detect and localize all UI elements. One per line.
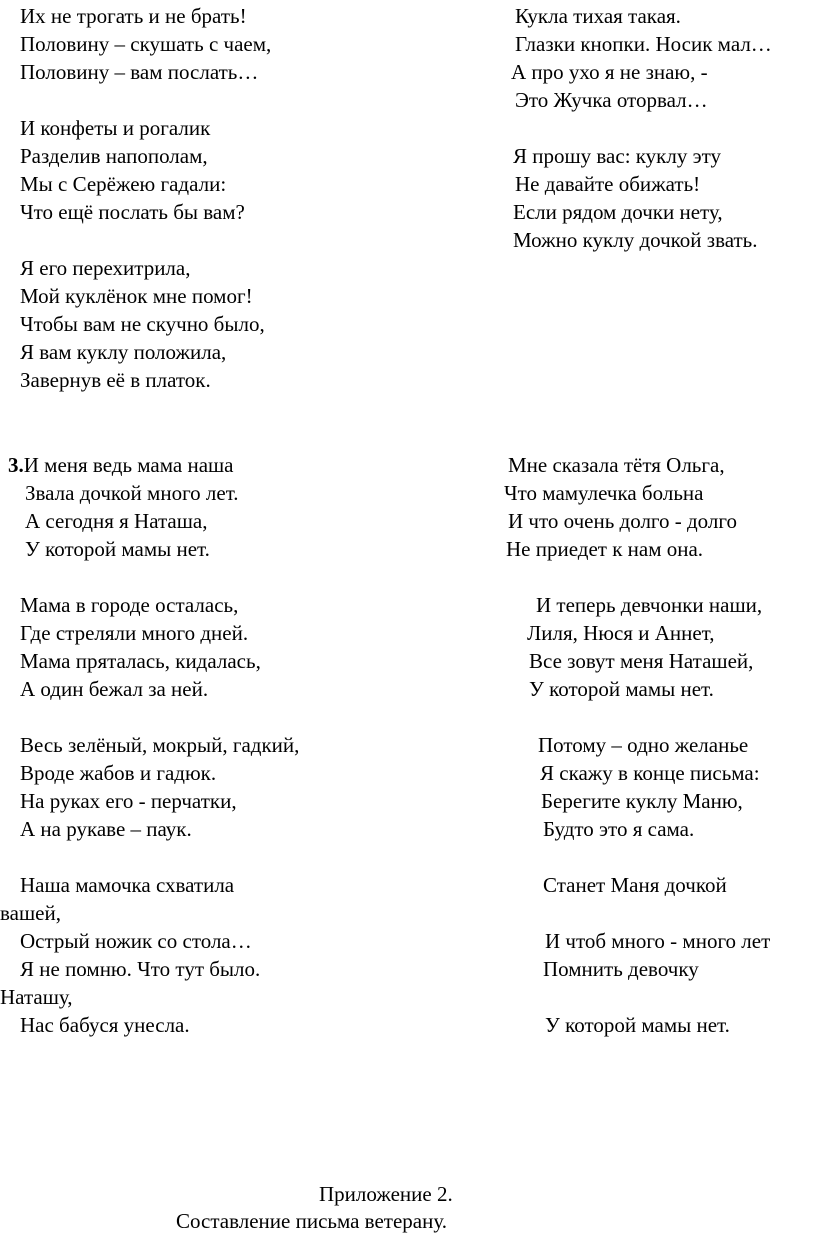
poem-line: На руках его - перчатки, bbox=[20, 789, 237, 813]
poem-line: А на рукаве – паук. bbox=[20, 817, 192, 841]
poem-line: А про ухо я не знаю, - bbox=[511, 60, 708, 84]
poem-line: Помнить девочку bbox=[543, 957, 699, 981]
poem-line: Звала дочкой много лет. bbox=[25, 481, 239, 505]
poem-line: Будто это я сама. bbox=[543, 817, 695, 841]
poem-line: У которой мамы нет. bbox=[545, 1013, 730, 1037]
poem-line: У которой мамы нет. bbox=[529, 677, 714, 701]
poem-line: Я вам куклу положила, bbox=[20, 340, 227, 364]
poem-line: У которой мамы нет. bbox=[25, 537, 210, 561]
poem-line: Завернув её в платок. bbox=[20, 368, 211, 392]
appendix-title: Составление письма ветерану. bbox=[176, 1209, 448, 1233]
poem-line: Я не помню. Что тут было. bbox=[20, 957, 261, 981]
poem-line: Что мамулечка больна bbox=[504, 481, 704, 505]
poem-line: Можно куклу дочкой звать. bbox=[513, 228, 758, 252]
wrapped-line: Наташу, bbox=[0, 985, 73, 1009]
poem-line: Потому – одно желанье bbox=[538, 733, 749, 757]
poem-line: Половину – вам послать… bbox=[20, 60, 259, 84]
poem-line: Острый ножик со стола… bbox=[20, 929, 252, 953]
poem-line: Берегите куклу Маню, bbox=[541, 789, 743, 813]
poem-line: И теперь девчонки наши, bbox=[536, 593, 763, 617]
poem-line: И чтоб много - много лет bbox=[545, 929, 771, 953]
section-3-first-line bbox=[8, 452, 234, 479]
poem-line: Глазки кнопки. Носик мал… bbox=[515, 32, 772, 56]
poem-line: Мне сказала тётя Ольга, bbox=[508, 453, 725, 477]
poem-line: Не приедет к нам она. bbox=[506, 537, 704, 561]
poem-line: Чтобы вам не скучно было, bbox=[20, 312, 265, 336]
poem-line: И конфеты и рогалик bbox=[20, 116, 211, 140]
poem-line: Мама в городе осталась, bbox=[20, 593, 239, 617]
poem-line: И что очень долго - долго bbox=[508, 509, 737, 533]
poem-line: Наша мамочка схватила bbox=[20, 873, 235, 897]
poem-line: Половину – скушать с чаем, bbox=[20, 32, 272, 56]
poem-line: Разделив напополам, bbox=[20, 144, 208, 168]
poem-line: А один бежал за ней. bbox=[20, 677, 209, 701]
poem-line: Я его перехитрила, bbox=[20, 256, 191, 280]
poem-line: Если рядом дочки нету, bbox=[513, 200, 723, 224]
poem-line: Мама пряталась, кидалась, bbox=[20, 649, 261, 673]
poem-line: Мы с Серёжею гадали: bbox=[20, 172, 227, 196]
poem-line: Где стреляли много дней. bbox=[20, 621, 249, 645]
poem-line: Все зовут меня Наташей, bbox=[529, 649, 754, 673]
poem-line: Это Жучка оторвал… bbox=[515, 88, 708, 112]
poem-line: И меня ведь мама наша bbox=[23, 453, 234, 477]
section-number: 3. bbox=[8, 453, 24, 477]
poem-line: Я прошу вас: куклу эту bbox=[513, 144, 722, 168]
poem-line: Что ещё послать бы вам? bbox=[20, 200, 245, 224]
poem-line: Я скажу в конце письма: bbox=[540, 761, 760, 785]
poem-line: Станет Маня дочкой bbox=[543, 873, 727, 897]
poem-line: Их не трогать и не брать! bbox=[20, 4, 247, 28]
poem-line: А сегодня я Наташа, bbox=[25, 509, 208, 533]
appendix-label: Приложение 2. bbox=[319, 1182, 453, 1206]
poem-line: Весь зелёный, мокрый, гадкий, bbox=[20, 733, 300, 757]
poem-line: Кукла тихая такая. bbox=[515, 4, 681, 28]
poem-line: Не давайте обижать! bbox=[515, 172, 701, 196]
poem-line: Лиля, Нюся и Аннет, bbox=[527, 621, 715, 645]
poem-line: Нас бабуся унесла. bbox=[20, 1013, 190, 1037]
poem-line: Вроде жабов и гадюк. bbox=[20, 761, 217, 785]
wrapped-line: вашей, bbox=[0, 901, 61, 925]
poem-line: Мой куклёнок мне помог! bbox=[20, 284, 253, 308]
